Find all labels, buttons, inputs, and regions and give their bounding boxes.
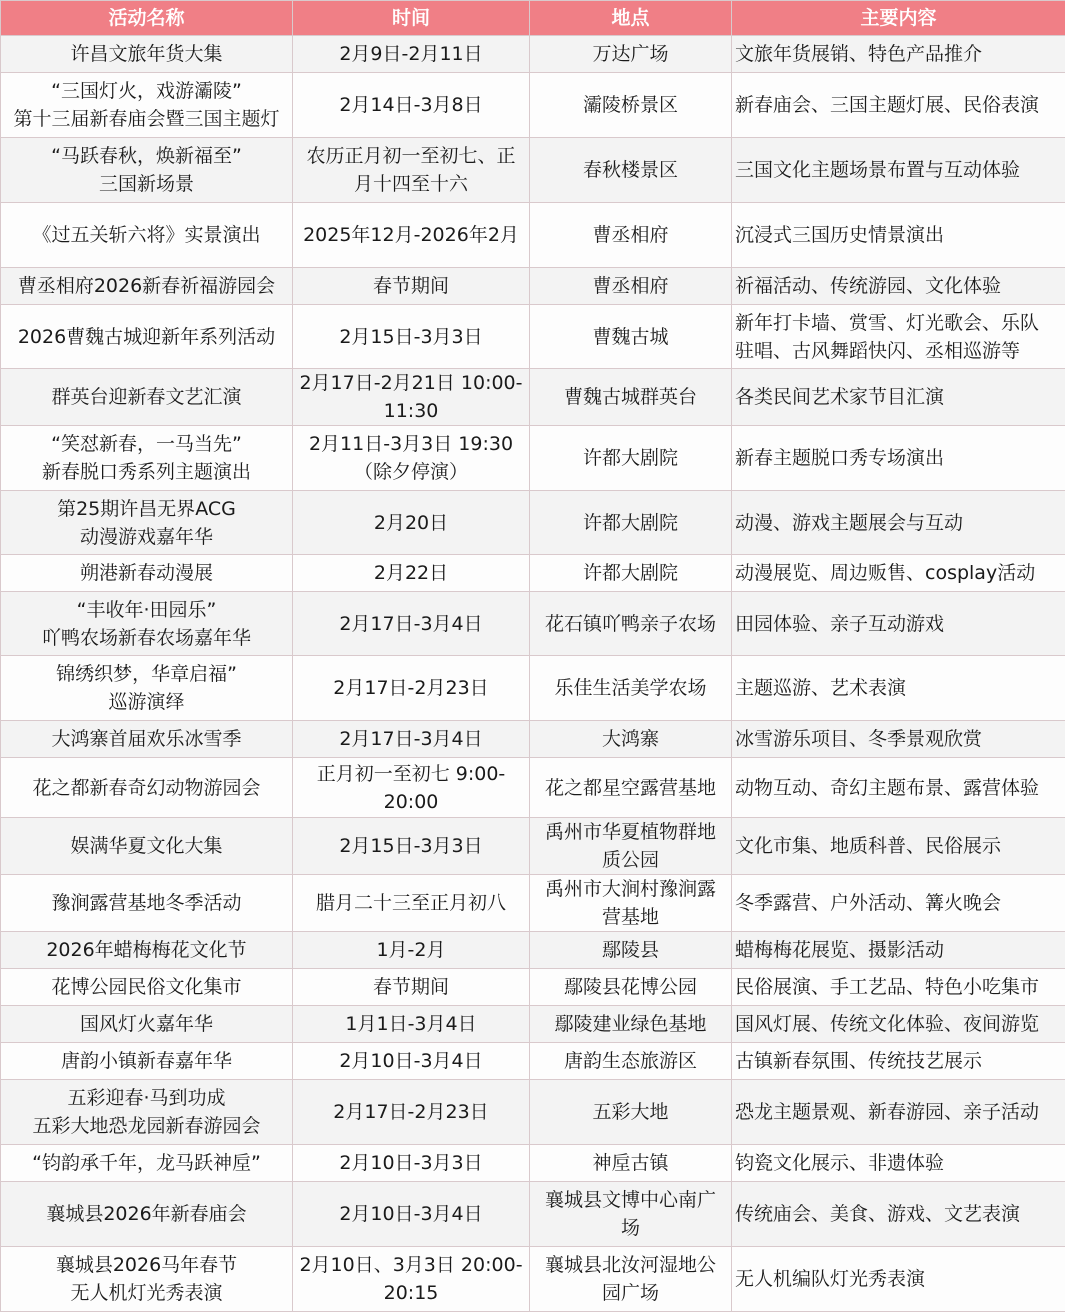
- cell-content-text: 三国文化主题场景布置与互动体验: [735, 159, 1021, 181]
- table-row: [1, 1043, 1065, 1080]
- table-row: [1, 268, 1065, 305]
- cell-location: [530, 426, 732, 491]
- cell-location: [530, 818, 732, 875]
- cell-content: [732, 305, 1065, 369]
- cell-time: [293, 1006, 530, 1043]
- cell-time: [293, 305, 530, 369]
- table-row: [1, 1247, 1065, 1312]
- cell-location-text: 万达广场: [592, 43, 669, 65]
- cell-time: [293, 1043, 530, 1080]
- cell-location: [530, 555, 732, 592]
- cell-location: [530, 36, 732, 73]
- cell-location: [530, 969, 732, 1006]
- cell-event-name: [1, 555, 293, 592]
- cell-event-name-text: 群英台迎新春文艺汇演: [51, 386, 242, 408]
- cell-time-text: 正月初一至初七 9:00- 20:00: [316, 762, 506, 813]
- cell-content: [732, 758, 1065, 818]
- cell-location-text: 大鸿寨: [601, 728, 659, 750]
- header-row: [1, 1, 1065, 36]
- cell-event-name-text: 襄城县2026年新春庙会: [46, 1203, 247, 1225]
- cell-content: [732, 818, 1065, 875]
- cell-content: [732, 592, 1065, 656]
- table-row: [1, 758, 1065, 818]
- cell-content-text: 古镇新春氛围、传统技艺展示: [735, 1050, 983, 1072]
- table-body: [1, 36, 1065, 1312]
- cell-time-text: 2月17日-2月21日 10:00- 11:30: [299, 372, 523, 422]
- header-content: 主要内容: [732, 1, 1065, 36]
- cell-event-name-text: 锦绣织梦，华章启福” 巡游演绎: [56, 663, 237, 713]
- cell-event-name-text: 许昌文旅年货大集: [70, 43, 223, 65]
- cell-content-text: 新春主题脱口秀专场演出: [735, 447, 945, 469]
- cell-location-text: 鄢陵建业绿色基地: [554, 1013, 707, 1035]
- cell-content-text: 动漫展览、周边贩售、cosplay活动: [735, 562, 1036, 584]
- table-row: [1, 656, 1065, 721]
- cell-location-text: 五彩大地: [592, 1101, 669, 1123]
- cell-time-text: 2月17日-2月23日: [333, 1101, 489, 1123]
- cell-time-text: 2月17日-3月4日: [339, 728, 483, 750]
- cell-event-name-text: “马跃春秋，焕新福至” 三国新场景: [51, 145, 242, 195]
- cell-content-text: 新年打卡墙、赏雪、灯光歌会、乐队 驻唱、古风舞蹈快闪、丞相巡游等: [735, 311, 1040, 362]
- cell-content: [732, 656, 1065, 721]
- table-row: [1, 1182, 1065, 1247]
- cell-time-text: 春节期间: [372, 275, 449, 297]
- cell-event-name-text: 2026年蜡梅梅花文化节: [46, 939, 247, 961]
- cell-location: [530, 1006, 732, 1043]
- cell-content-text: 钧瓷文化展示、非遗体验: [735, 1152, 945, 1174]
- cell-content-text: 民俗展演、手工艺品、特色小吃集市: [735, 976, 1040, 998]
- cell-location: [530, 203, 732, 268]
- cell-event-name-text: 花博公园民俗文化集市: [51, 976, 242, 998]
- cell-event-name: [1, 426, 293, 491]
- cell-event-name: [1, 138, 293, 203]
- cell-location: [530, 1043, 732, 1080]
- cell-location-text: 灞陵桥景区: [582, 94, 678, 116]
- cell-time: [293, 818, 530, 875]
- table-row: [1, 555, 1065, 592]
- cell-location-text: 鄢陵县花博公园: [563, 976, 697, 998]
- table-header: [1, 1, 1065, 36]
- cell-content-text: 主题巡游、艺术表演: [735, 677, 907, 699]
- cell-content: [732, 203, 1065, 268]
- cell-time: [293, 369, 530, 426]
- cell-time: [293, 656, 530, 721]
- cell-content: [732, 969, 1065, 1006]
- cell-location-text: 曹魏古城群英台: [563, 386, 697, 408]
- table-row: [1, 1006, 1065, 1043]
- cell-location: [530, 758, 732, 818]
- cell-content-text: 传统庙会、美食、游戏、文艺表演: [735, 1203, 1021, 1225]
- cell-time-text: 春节期间: [372, 976, 449, 998]
- cell-content: [732, 138, 1065, 203]
- cell-event-name-text: 大鸿寨首届欢乐冰雪季: [51, 728, 242, 750]
- cell-event-name: [1, 268, 293, 305]
- table-row: [1, 305, 1065, 369]
- cell-event-name: [1, 1080, 293, 1145]
- cell-event-name: [1, 592, 293, 656]
- cell-location-text: 曹丞相府: [592, 224, 669, 246]
- cell-content: [732, 721, 1065, 758]
- cell-event-name: [1, 73, 293, 138]
- cell-location: [530, 73, 732, 138]
- cell-time: [293, 426, 530, 491]
- cell-time: [293, 875, 530, 932]
- header-event-name: 活动名称: [1, 1, 293, 36]
- cell-time-text: 2月9日-2月11日: [339, 43, 483, 65]
- cell-content: [732, 1247, 1065, 1312]
- cell-content-text: 各类民间艺术家节目汇演: [735, 386, 945, 408]
- cell-time-text: 1月-2月: [376, 939, 446, 961]
- cell-time-text: 2月10日、3月3日 20:00- 20:15: [299, 1254, 523, 1304]
- header-location: 地点: [530, 1, 732, 36]
- cell-event-name: [1, 932, 293, 969]
- cell-location-text: 襄城县文博中心南广 场: [544, 1189, 716, 1239]
- cell-event-name: [1, 36, 293, 73]
- cell-content-text: 恐龙主题景观、新春游园、亲子活动: [735, 1101, 1040, 1123]
- cell-location: [530, 932, 732, 969]
- table-row: [1, 969, 1065, 1006]
- cell-time-text: 2月10日-3月3日: [339, 1152, 483, 1174]
- cell-time-text: 2月14日-3月8日: [339, 94, 483, 116]
- cell-content: [732, 932, 1065, 969]
- cell-event-name-text: 第25期许昌无界ACG 动漫游戏嘉年华: [57, 497, 236, 548]
- cell-content: [732, 875, 1065, 932]
- cell-content: [732, 1006, 1065, 1043]
- table-row: [1, 592, 1065, 656]
- cell-content-text: 祈福活动、传统游园、文化体验: [735, 275, 1002, 297]
- cell-event-name-text: 《过五关斩六将》实景演出: [32, 224, 261, 246]
- cell-event-name-text: 国风灯火嘉年华: [79, 1013, 213, 1035]
- cell-content: [732, 491, 1065, 555]
- cell-event-name-text: “钧韵承千年，龙马跃神垕”: [32, 1152, 261, 1174]
- cell-time: [293, 268, 530, 305]
- cell-content: [732, 555, 1065, 592]
- cell-location-text: 许都大剧院: [582, 511, 678, 534]
- cell-event-name-text: 朔港新春动漫展: [79, 562, 213, 584]
- cell-event-name: [1, 1247, 293, 1312]
- table-row: [1, 1080, 1065, 1145]
- cell-time: [293, 1080, 530, 1145]
- table-row: [1, 491, 1065, 555]
- cell-time-text: 2月22日: [373, 562, 449, 584]
- cell-event-name: [1, 758, 293, 818]
- cell-time: [293, 969, 530, 1006]
- cell-time-text: 2月20日: [373, 511, 449, 534]
- cell-time-text: 1月1日-3月4日: [345, 1013, 477, 1035]
- cell-event-name: [1, 1182, 293, 1247]
- cell-event-name: [1, 369, 293, 426]
- cell-location: [530, 1182, 732, 1247]
- cell-location-text: 禹州市华夏植物群地 质公园: [544, 821, 716, 871]
- cell-event-name-text: 襄城县2026马年春节 无人机灯光秀表演: [55, 1254, 238, 1304]
- cell-time-text: 2月15日-3月3日: [339, 325, 483, 348]
- table-row: [1, 73, 1065, 138]
- cell-location: [530, 656, 732, 721]
- cell-content: [732, 36, 1065, 73]
- cell-location-text: 曹丞相府: [592, 275, 669, 297]
- cell-location: [530, 875, 732, 932]
- cell-location-text: 襄城县北汝河湿地公 园广场: [544, 1254, 716, 1304]
- cell-time-text: 2月10日-3月4日: [339, 1203, 483, 1225]
- cell-content: [732, 1145, 1065, 1182]
- cell-time: [293, 721, 530, 758]
- cell-content-text: 动漫、游戏主题展会与互动: [735, 511, 964, 534]
- cell-event-name-text: 曹丞相府2026新春祈福游园会: [17, 275, 276, 297]
- cell-content-text: 动物互动、奇幻主题布景、露营体验: [735, 776, 1040, 799]
- cell-content-text: 国风灯展、传统文化体验、夜间游览: [735, 1013, 1040, 1035]
- cell-time-text: 2月10日-3月4日: [339, 1050, 483, 1072]
- cell-content-text: 文旅年货展销、特色产品推介: [735, 43, 983, 65]
- cell-content: [732, 73, 1065, 138]
- cell-event-name-text: “丰收年·田园乐” 吖鸭农场新春农场嘉年华: [41, 598, 251, 649]
- cell-event-name-text: 唐韵小镇新春嘉年华: [60, 1050, 232, 1072]
- table-row: [1, 1145, 1065, 1182]
- cell-content: [732, 426, 1065, 491]
- cell-content-text: 文化市集、地质科普、民俗展示: [735, 835, 1002, 857]
- cell-time: [293, 592, 530, 656]
- table-row: [1, 721, 1065, 758]
- cell-event-name-text: 五彩迎春·马到功成 五彩大地恐龙园新春游园会: [32, 1087, 261, 1137]
- cell-location: [530, 268, 732, 305]
- table-row: [1, 426, 1065, 491]
- cell-location-text: 鄢陵县: [601, 939, 659, 961]
- cell-content: [732, 1080, 1065, 1145]
- cell-time: [293, 758, 530, 818]
- cell-time-text: 腊月二十三至正月初八: [315, 892, 506, 914]
- cell-time: [293, 138, 530, 203]
- cell-time: [293, 36, 530, 73]
- cell-event-name-text: 娱满华夏文化大集: [70, 835, 223, 857]
- cell-time: [293, 1247, 530, 1312]
- cell-content-text: 蜡梅梅花展览、摄影活动: [735, 939, 945, 961]
- cell-location-text: 曹魏古城: [592, 325, 669, 348]
- table-row: [1, 36, 1065, 73]
- cell-time: [293, 73, 530, 138]
- cell-event-name: [1, 305, 293, 369]
- cell-location: [530, 1080, 732, 1145]
- cell-event-name: [1, 875, 293, 932]
- cell-content: [732, 268, 1065, 305]
- cell-location: [530, 1247, 732, 1312]
- cell-time-text: 农历正月初一至初七、正 月十四至十六: [306, 145, 516, 195]
- cell-event-name-text: 2026曹魏古城迎新年系列活动: [17, 325, 276, 348]
- cell-event-name-text: “三国灯火，戏游灞陵” 第十三届新春庙会暨三国主题灯: [13, 80, 280, 130]
- table-row: [1, 138, 1065, 203]
- cell-location-text: 许都大剧院: [582, 447, 678, 469]
- cell-content-text: 沉浸式三国历史情景演出: [735, 224, 945, 246]
- cell-location-text: 花石镇吖鸭亲子农场: [544, 612, 716, 635]
- cell-location-text: 花之都星空露营基地: [544, 776, 716, 799]
- cell-event-name: [1, 1006, 293, 1043]
- cell-location-text: 唐韵生态旅游区: [563, 1050, 697, 1072]
- cell-location: [530, 491, 732, 555]
- cell-location-text: 许都大剧院: [582, 562, 678, 584]
- table-row: [1, 203, 1065, 268]
- cell-location: [530, 369, 732, 426]
- cell-time: [293, 203, 530, 268]
- cell-event-name-text: 花之都新春奇幻动物游园会: [32, 776, 261, 799]
- cell-event-name: [1, 969, 293, 1006]
- cell-location-text: 春秋楼景区: [582, 159, 678, 181]
- cell-location: [530, 1145, 732, 1182]
- cell-time-text: 2月17日-3月4日: [339, 612, 483, 635]
- cell-content: [732, 369, 1065, 426]
- cell-event-name: [1, 491, 293, 555]
- cell-content-text: 田园体验、亲子互动游戏: [735, 612, 945, 635]
- cell-location-text: 神垕古镇: [592, 1152, 669, 1174]
- cell-event-name-text: “笑怼新春，一马当先” 新春脱口秀系列主题演出: [41, 433, 251, 483]
- cell-location: [530, 305, 732, 369]
- cell-event-name: [1, 656, 293, 721]
- cell-location: [530, 592, 732, 656]
- cell-time-text: 2月15日-3月3日: [339, 835, 483, 857]
- cell-event-name: [1, 1145, 293, 1182]
- cell-event-name: [1, 1043, 293, 1080]
- cell-time-text: 2月11日-3月3日 19:30 （除夕停演）: [308, 433, 514, 483]
- cell-event-name: [1, 818, 293, 875]
- table-row: [1, 932, 1065, 969]
- table-row: [1, 875, 1065, 932]
- cell-content-text: 冬季露营、户外活动、篝火晚会: [735, 892, 1002, 914]
- cell-time-text: 2月17日-2月23日: [333, 677, 489, 699]
- cell-time: [293, 932, 530, 969]
- cell-location-text: 禹州市大涧村豫涧露 营基地: [544, 878, 716, 928]
- cell-location: [530, 138, 732, 203]
- cell-time: [293, 1182, 530, 1247]
- cell-time: [293, 555, 530, 592]
- cell-event-name: [1, 721, 293, 758]
- table-row: [1, 818, 1065, 875]
- cell-time-text: 2025年12月-2026年2月: [303, 224, 519, 246]
- cell-event-name-text: 豫涧露营基地冬季活动: [51, 892, 242, 914]
- header-time: 时间: [293, 1, 530, 36]
- cell-time: [293, 491, 530, 555]
- cell-location: [530, 721, 732, 758]
- cell-time: [293, 1145, 530, 1182]
- cell-event-name: [1, 203, 293, 268]
- cell-location-text: 乐佳生活美学农场: [554, 677, 707, 699]
- table-row: [1, 369, 1065, 426]
- cell-content: [732, 1043, 1065, 1080]
- cell-content-text: 冰雪游乐项目、冬季景观欣赏: [735, 728, 983, 750]
- cell-content: [732, 1182, 1065, 1247]
- cell-content-text: 新春庙会、三国主题灯展、民俗表演: [735, 94, 1040, 116]
- cell-content-text: 无人机编队灯光秀表演: [735, 1268, 926, 1290]
